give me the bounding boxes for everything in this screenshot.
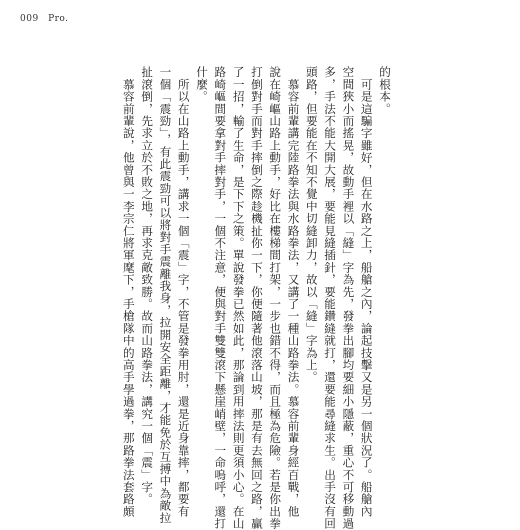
- text-column: 慕容前輩講完陸路拳法與水路拳法，又講了一種山路拳法。慕容前輩身經百戰，他: [286, 66, 301, 518]
- text-column: 說在崎嶇山路上動手，好比在樓梯間打架，一步也錯不得，而且極為危險。若是你出拳: [268, 66, 283, 530]
- page-number: 009: [20, 14, 39, 24]
- text-column: 可是這騙字雖好，但在水路之上，船艙之內，論起技擊又是另一個狀況了。船艙內: [359, 66, 374, 518]
- text-column: 了一招，輸了生命，是下下之策。單說發拳已然如此，那論到用摔法則更須小心。在山: [231, 66, 246, 530]
- text-column: 的根本。: [378, 66, 392, 115]
- text-column: 路崎嶇間要拿對手摔對手，一個不注意，便與對手雙雙滾下懸崖峭壁，一命嗚呼，還打: [213, 66, 228, 530]
- text-column: 打倒對手而對手摔倒之際趁機扯你一下，你便隨著他滾落山坡，那是有去無回之路，贏: [249, 66, 264, 530]
- text-column: 多，手法不能大開大展，要能見縫插針，要能鑽縫就打，還要能尋縫求生。出手沒有回: [323, 66, 338, 530]
- page-header: [20, 14, 69, 24]
- text-column: 空間狹小而搖晃，故動手裡以「縫」字為先，發拳出腳均要細小隱蔽，重心不可移動過: [341, 66, 356, 530]
- text-column: 所以在山路上動手，講求一個「震」字，不管是發拳用肘，還是近身靠摔，都要有: [176, 66, 191, 518]
- text-column: 頭路，但要能在不知不覺中切縫卸力，故以「縫」字為上。: [304, 66, 319, 384]
- text-column: 一個「震勁」，有此震勁可以將對手震離我身，拉開安全距離，才能免於互搏中為敵拉: [158, 66, 173, 524]
- vertical-body-text: [120, 66, 394, 530]
- running-title: Pro.: [48, 14, 69, 24]
- text-column: 慕容前輩說，他曾與一李宗仁將軍麾下，手槍隊中的高手學過拳，那路拳法套路頗: [121, 66, 136, 518]
- text-column: 扯滾倒，先求立於不敗之地，再求克敵致勝。故而山路拳法，講究一個「震」字。: [140, 66, 155, 506]
- text-column: 什麼。: [195, 66, 210, 103]
